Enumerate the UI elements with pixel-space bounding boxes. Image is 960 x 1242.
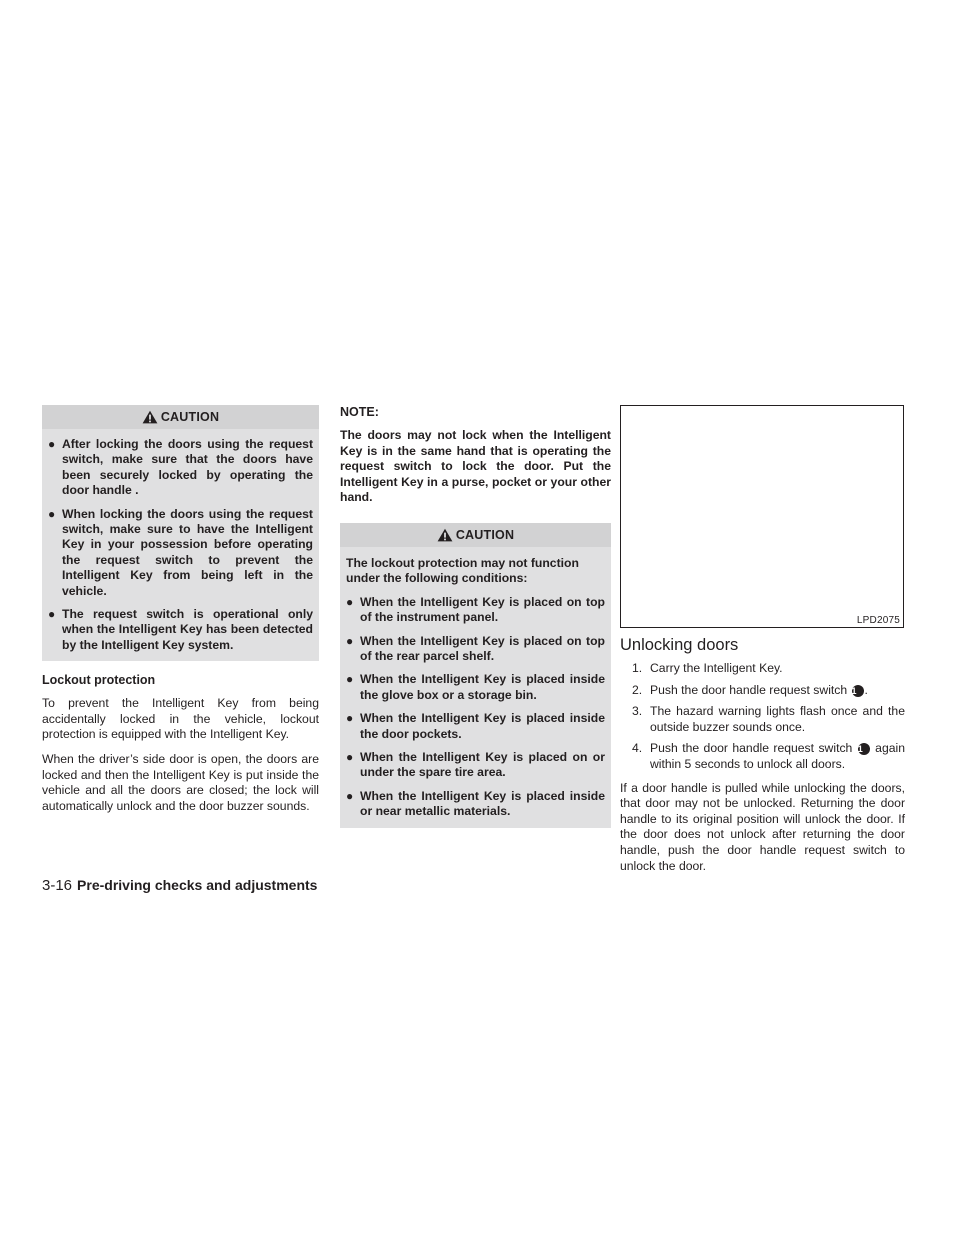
caution-list — [42, 429, 319, 653]
bullet-icon: ● — [48, 437, 56, 451]
caution-intro: The lockout protection may not function under the following conditions: — [346, 555, 579, 586]
bullet-icon: ● — [346, 672, 354, 687]
warning-icon — [142, 410, 158, 424]
bullet-icon: ● — [48, 506, 56, 521]
bullet-icon: ● — [346, 633, 354, 648]
page-number: 3-16 — [42, 877, 73, 894]
right-column — [620, 405, 905, 874]
bullet-icon: ● — [346, 750, 354, 765]
bullet-icon: ● — [346, 788, 354, 803]
caution-header — [42, 405, 319, 429]
lockout-heading: Lockout protection — [42, 673, 156, 688]
lockout-paragraph: When the driver’s side door is open, the doors are locked and then the Intelligent Key is put inside the vehicle and all the doors are closed; the lock will automatically unlock and the door buzzer sounds. — [42, 752, 319, 813]
caution-item: ● When the Intelligent Key is placed on top of the instrument panel. — [346, 594, 605, 625]
caution-heading: CAUTION — [160, 410, 220, 424]
section-heading: Unlocking doors — [620, 636, 739, 654]
caution-box — [340, 523, 611, 828]
caution-header — [340, 523, 611, 547]
warning-icon — [437, 528, 453, 542]
caution-item: ● When the Intelligent Key is placed on top of the rear parcel shelf. — [346, 633, 605, 663]
caution-item: ● After locking the doors using the request switch, make sure that the doors have been securely locked by operating the door handle . — [48, 437, 313, 498]
step-item: 2. Push the door handle request switch 1 . — [632, 682, 868, 697]
caution-item: ● When the Intelligent Key is placed inside or near metallic materials. — [346, 788, 605, 819]
note-heading: NOTE: — [340, 405, 379, 419]
caution-item: ● When the Intelligent Key is placed inside the glove box or a storage bin. — [346, 672, 605, 702]
middle-column — [340, 405, 611, 828]
caution-list — [340, 587, 611, 820]
left-column — [42, 405, 319, 814]
caution-item: ● The request switch is operational only when the Intelligent Key has been detected by the Intelligent Key system. — [48, 607, 313, 652]
steps-list — [620, 661, 905, 779]
page-footer — [42, 877, 317, 894]
bullet-icon: ● — [346, 594, 354, 609]
step-item: 1. Carry the Intelligent Key. — [632, 661, 783, 675]
step-item: 4. Push the door handle request switch 1 again within 5 seconds to unlock all doors. — [632, 741, 905, 771]
bullet-icon: ● — [346, 711, 354, 726]
caution-box — [42, 405, 319, 661]
callout-1-icon: 1 — [858, 743, 870, 755]
figure-placeholder — [620, 405, 904, 628]
bullet-icon: ● — [48, 607, 56, 622]
lockout-paragraph: To prevent the Intelligent Key from being accidentally locked in the vehicle, lockout protection is equipped with the Intelligent Key. — [42, 696, 319, 742]
caution-item: ● When locking the doors using the request switch, make sure to have the Intelligent Key in your possession before operating the request switch to prevent the Intelligent Key from being left in the vehicle. — [48, 506, 313, 598]
caution-item: ● When the Intelligent Key is placed inside the door pockets. — [346, 711, 605, 741]
caution-item: ● When the Intelligent Key is placed on or under the spare tire area. — [346, 750, 605, 780]
figure-label: LPD2075 — [856, 615, 900, 626]
step-item: 3. The hazard warning lights flash once and the outside buzzer sounds once. — [632, 704, 905, 734]
callout-1-icon: 1 — [852, 685, 864, 697]
note-body: The doors may not lock when the Intelligent Key is in the same hand that is operating the request switch to lock the door. Put the Intelligent Key in a purse, pocket or your other hand. — [340, 428, 611, 505]
section-title: Pre-driving checks and adjustments — [77, 877, 318, 893]
caution-heading: CAUTION — [455, 527, 515, 542]
unlock-paragraph: If a door handle is pulled while unlocking the doors, that door may not be unlocked. Returning the door handle to its original position will unlock the door. If the door does not unlock after returning the door handle, push the door handle request switch to unlock the door. — [620, 780, 905, 873]
